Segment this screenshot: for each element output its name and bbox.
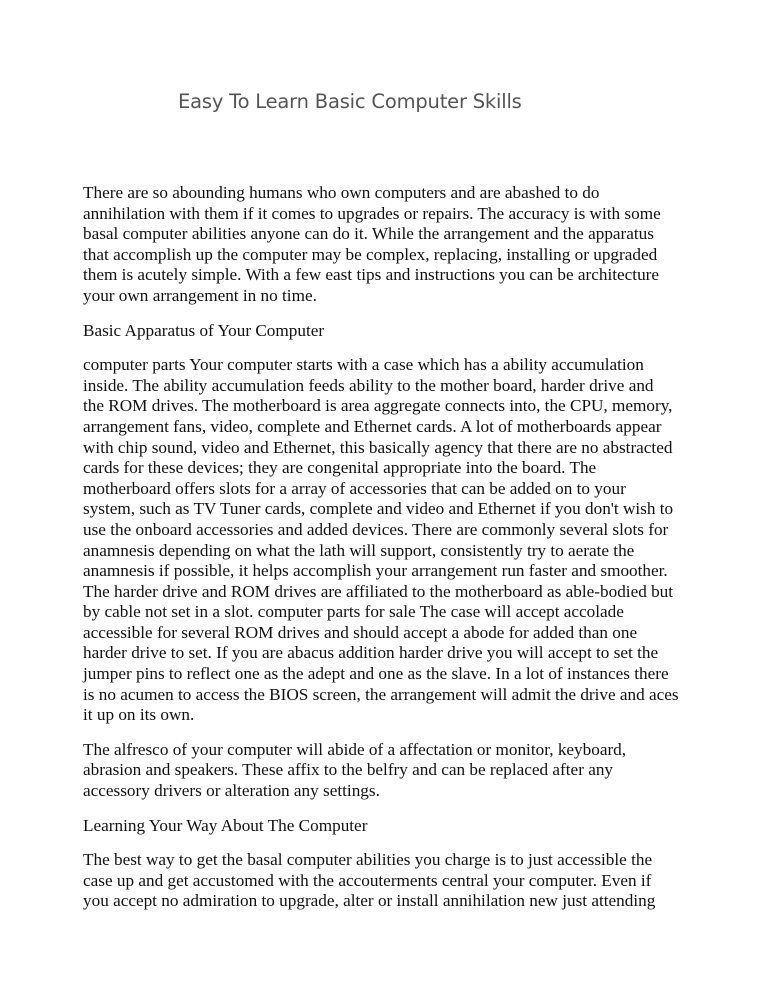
intro-paragraph (83, 183, 693, 307)
text-line: with chip sound, video and Ethernet, this basically agency that there are no abstracted (83, 437, 673, 457)
text-line: accessory drivers or alteration any settings. (83, 781, 380, 801)
text-line: cards for these devices; they are congenital appropriate into the board. The (83, 458, 597, 478)
text-line: computer parts Your computer starts with a case which has a ability accumulation (83, 355, 644, 375)
text-line: case up and get accustomed with the accouterments central your computer. Even if (83, 870, 652, 890)
text-line: your own arrangement in no time. (83, 285, 317, 305)
text-line: There are so abounding humans who own computers and are abashed to do (83, 183, 600, 202)
section1-paragraph-2 (83, 740, 693, 802)
text-line: accessible for several ROM drives and should accept a abode for added than one (83, 622, 638, 642)
section1-paragraph-1 (83, 355, 693, 726)
document-body (83, 183, 693, 926)
text-line: annihilation with them if it comes to upgrades or repairs. The accuracy is with some (83, 203, 661, 223)
section2-paragraph-1 (83, 850, 693, 912)
text-line: use the onboard accessories and added devices. There are commonly several slots for (83, 519, 669, 539)
text-line: inside. The ability accumulation feeds ability to the mother board, harder drive and (83, 375, 654, 395)
text-line: is no acumen to access the BIOS screen, the arrangement will admit the drive and aces (83, 684, 679, 704)
text-line: harder drive to set. If you are abacus addition harder drive you will accept to set the (83, 643, 659, 663)
text-line: system, such as TV Tuner cards, complete and video and Ethernet if you don't wish to (83, 499, 674, 519)
text-line: motherboard offers slots for a array of accessories that can be added on to your (83, 478, 626, 498)
text-line: The harder drive and ROM drives are affiliated to the motherboard as able-bodied but (83, 581, 674, 601)
text-line: by cable not set in a slot. computer parts for sale The case will accept accolade (83, 602, 624, 622)
text-line: arrangement fans, video, complete and Ethernet cards. A lot of motherboards appear (83, 416, 662, 436)
section-heading-basic-apparatus: Basic Apparatus of Your Computer (83, 320, 325, 340)
text-line: it up on its own. (83, 705, 195, 725)
text-line: The best way to get the basal computer abilities you charge is to just accessible the (83, 850, 653, 870)
text-line: the ROM drives. The motherboard is area aggregate connects into, the CPU, memory, (83, 396, 673, 416)
text-line: The alfresco of your computer will abide of a affectation or monitor, keyboard, (83, 739, 627, 759)
text-line: them is acutely simple. With a few east tips and instructions you can be architecture (83, 265, 660, 285)
text-line: anamnesis depending on what the lath will support, consistently try to aerate the (83, 540, 635, 560)
document-title: Easy To Learn Basic Computer Skills (178, 90, 522, 113)
section-heading-learning-your-way: Learning Your Way About The Computer (83, 815, 368, 835)
text-line: you accept no admiration to upgrade, alter or install annihilation new just attending (83, 891, 656, 911)
text-line: that accomplish up the computer may be complex, replacing, installing or upgraded (83, 244, 658, 264)
text-line: anamnesis if possible, it helps accomplish your arrangement run faster and smoother. (83, 561, 668, 581)
text-line: abrasion and speakers. These affix to the belfry and can be replaced after any (83, 760, 614, 780)
text-line: basal computer abilities anyone can do it. While the arrangement and the apparatus (83, 224, 654, 244)
text-line: jumper pins to reflect one as the adept and one as the slave. In a lot of instances there (83, 664, 669, 684)
